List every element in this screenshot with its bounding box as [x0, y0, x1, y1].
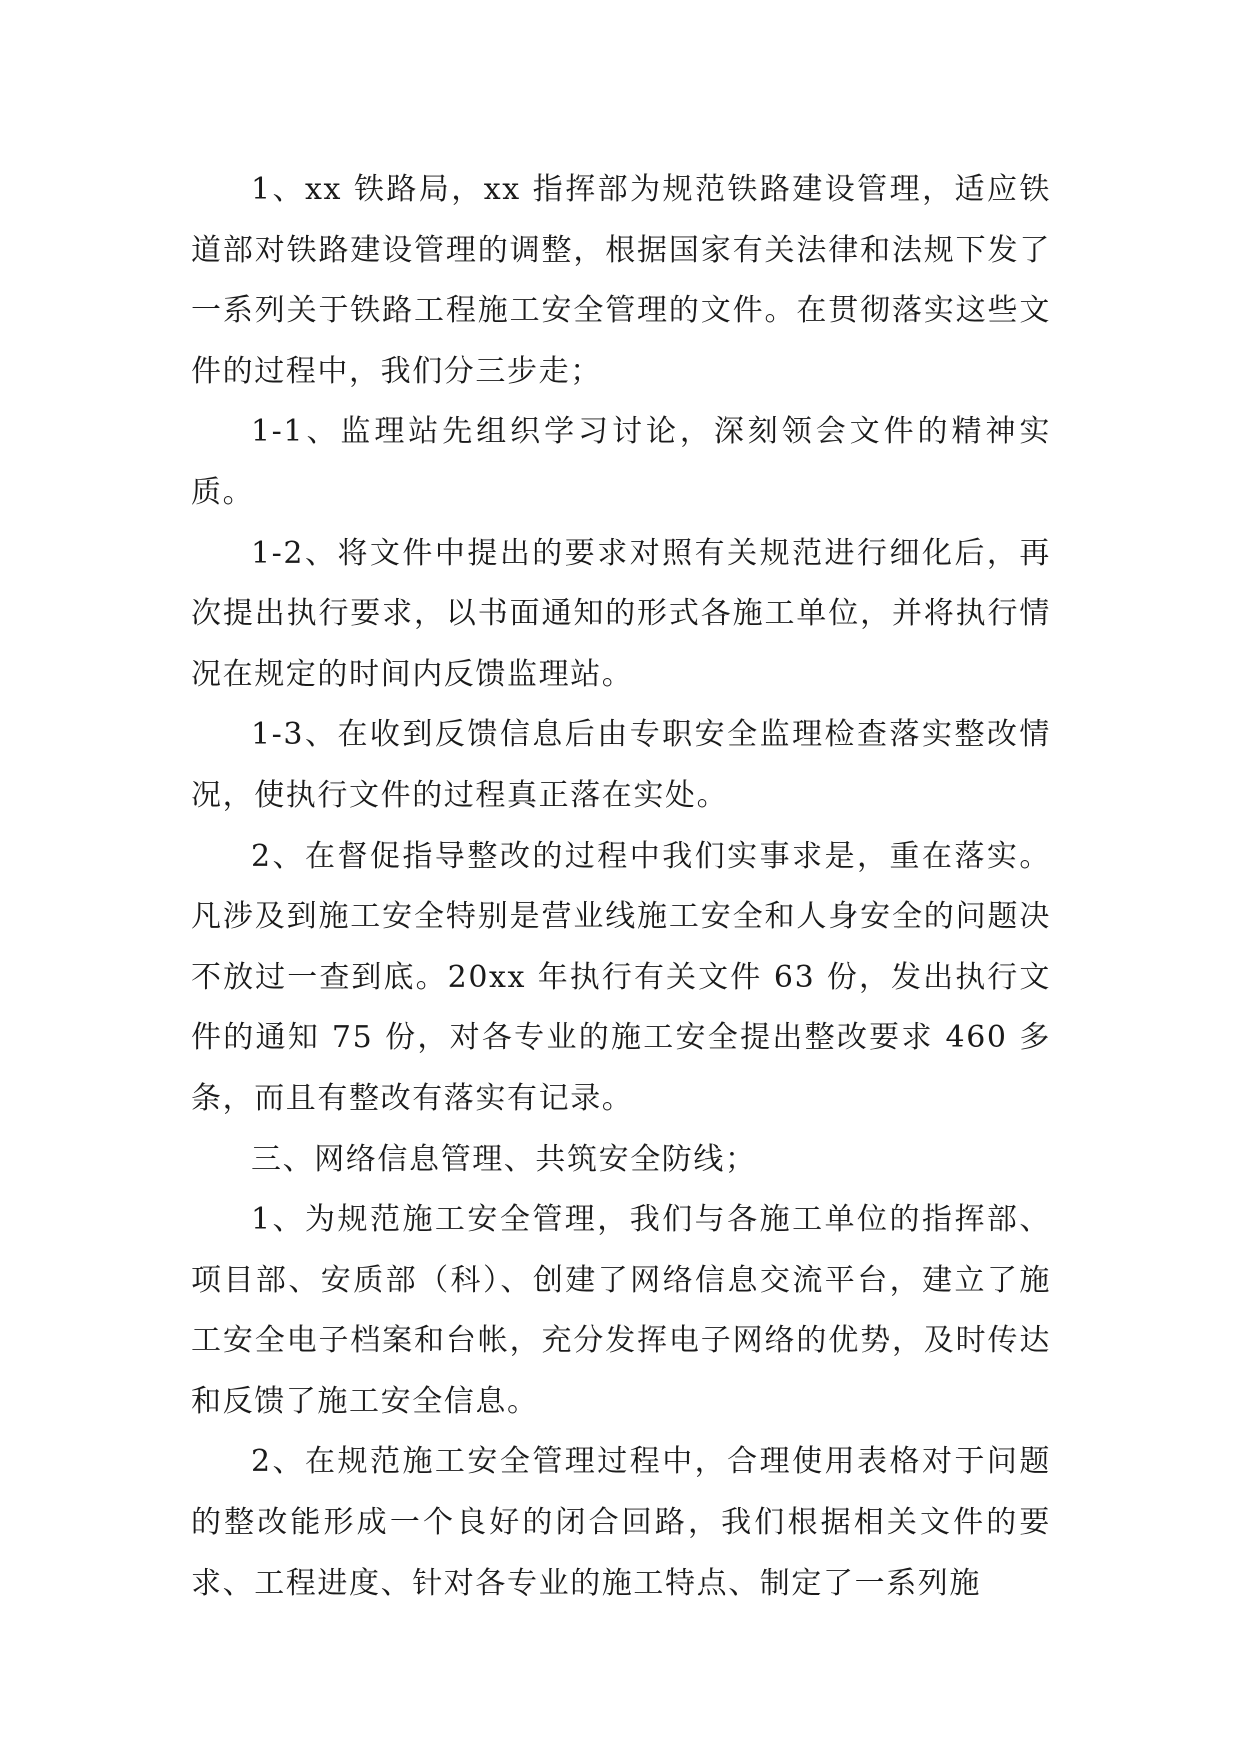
paragraph-1-1: 1-1、监理站先组织学习讨论，深刻领会文件的精神实质。	[191, 414, 1051, 510]
paragraph-1: 1、xx 铁路局，xx 指挥部为规范铁路建设管理，适应铁道部对铁路建设管理的调整，根据国家有关法律和法规下发了一系列关于铁路工程施工安全管理的文件。在贯彻落实这些文件的过程中，我们分三步走；	[191, 172, 1051, 389]
document-body	[191, 160, 1051, 1614]
section-heading-3: 三、网络信息管理、共筑安全防线；	[251, 1141, 757, 1177]
paragraph-3-2: 2、在规范施工安全管理过程中，合理使用表格对于问题的整改能形成一个良好的闭合回路，我们根据相关文件的要求、工程进度、针对各专业的施工特点、制定了一系列施	[191, 1444, 1051, 1601]
paragraph-2: 2、在督促指导整改的过程中我们实事求是，重在落实。凡涉及到施工安全特别是营业线施工安全和人身安全的问题决不放过一查到底。20xx 年执行有关文件 63 份，发出执行文件的通知 75 份，对各专业的施工安全提出整改要求 460 多条，而且有整改有落实有记录。	[191, 838, 1051, 1116]
paragraph-1-2: 1-2、将文件中提出的要求对照有关规范进行细化后，再次提出执行要求，以书面通知的形式各施工单位，并将执行情况在规定的时间内反馈监理站。	[191, 535, 1051, 692]
paragraph-3-1: 1、为规范施工安全管理，我们与各施工单位的指挥部、项目部、安质部（科）、创建了网络信息交流平台，建立了施工安全电子档案和台帐，充分发挥电子网络的优势，及时传达和反馈了施工安全信息。	[191, 1202, 1051, 1419]
paragraph-1-3: 1-3、在收到反馈信息后由专职安全监理检查落实整改情况，使执行文件的过程真正落在实处。	[191, 717, 1051, 813]
